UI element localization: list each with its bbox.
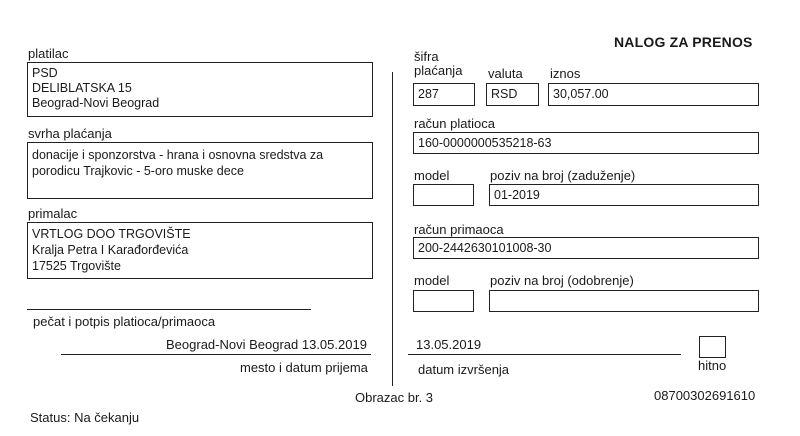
place-date-line [61,354,371,355]
credit-ref-field[interactable] [489,290,759,312]
form-title: NALOG ZA PRENOS [614,34,753,50]
debit-ref-value: 01-2019 [494,188,540,202]
currency-value: RSD [491,87,518,101]
debit-model-label: model [414,168,450,183]
signature-line [27,309,311,310]
recipient-value: VRTLOG DOO TRGOVIŠTE Kralja Petra I Karađorđevića 17525 Trgovište [32,227,191,273]
credit-model-field[interactable] [413,290,474,312]
column-divider [392,72,393,386]
place-date-value: Beograd-Novi Beograd 13.05.2019 [166,337,367,352]
recipient-label: primalac [28,206,78,221]
credit-model-value [414,291,473,295]
payer-box[interactable] [27,62,373,117]
execution-date-line [408,354,681,355]
signature-label: pečat i potpis platioca/primaoca [33,314,216,329]
recipient-box[interactable] [27,222,373,279]
credit-ref-label: poziv na broj (odobrenje) [490,273,634,288]
currency-label: valuta [488,66,523,81]
payment-code-value: 287 [418,87,439,101]
purpose-value: donacije i sponzorstva - hrana i osnovna sredstva za porodicu Trajkovic - 5-oro muske dece [32,148,324,178]
payer-account-field[interactable] [413,132,759,154]
recipient-account-field[interactable] [413,237,759,259]
debit-model-value [414,185,473,189]
status-text: Status: Na čekanju [30,410,140,425]
recipient-account-value: 200-2442630101008-30 [418,241,552,255]
credit-model-label: model [414,273,450,288]
debit-ref-field[interactable] [489,184,759,206]
place-date-label: mesto i datum prijema [240,360,368,375]
payment-code-label-line2: plaćanja [414,63,463,78]
credit-ref-value [490,291,758,295]
purpose-box[interactable] [27,142,373,199]
payment-code-field[interactable] [413,83,475,106]
urgent-label: hitno [698,358,727,373]
currency-field[interactable] [486,83,539,106]
payment-code-label [414,50,462,78]
debit-model-field[interactable] [413,184,474,206]
payer-account-value: 160-0000000535218-63 [418,136,552,150]
amount-label: iznos [550,66,581,81]
recipient-account-label: račun primaoca [414,222,504,237]
purpose-label: svrha plaćanja [28,126,112,141]
payer-account-label: račun platioca [414,116,495,131]
form-number: Obrazac br. 3 [355,390,434,405]
execution-date-label: datum izvršenja [418,362,510,377]
amount-field[interactable] [548,83,759,106]
payer-value: PSD DELIBLATSKA 15 Beograd-Novi Beograd [32,66,160,110]
debit-ref-label: poziv na broj (zaduženje) [490,168,636,183]
execution-date-value: 13.05.2019 [416,337,482,352]
payment-code-label-line1: šifra [414,49,439,64]
reference-code: 08700302691610 [654,388,756,403]
payer-label: platilac [28,46,69,61]
urgent-checkbox[interactable] [699,336,726,358]
amount-value: 30,057.00 [553,87,609,101]
